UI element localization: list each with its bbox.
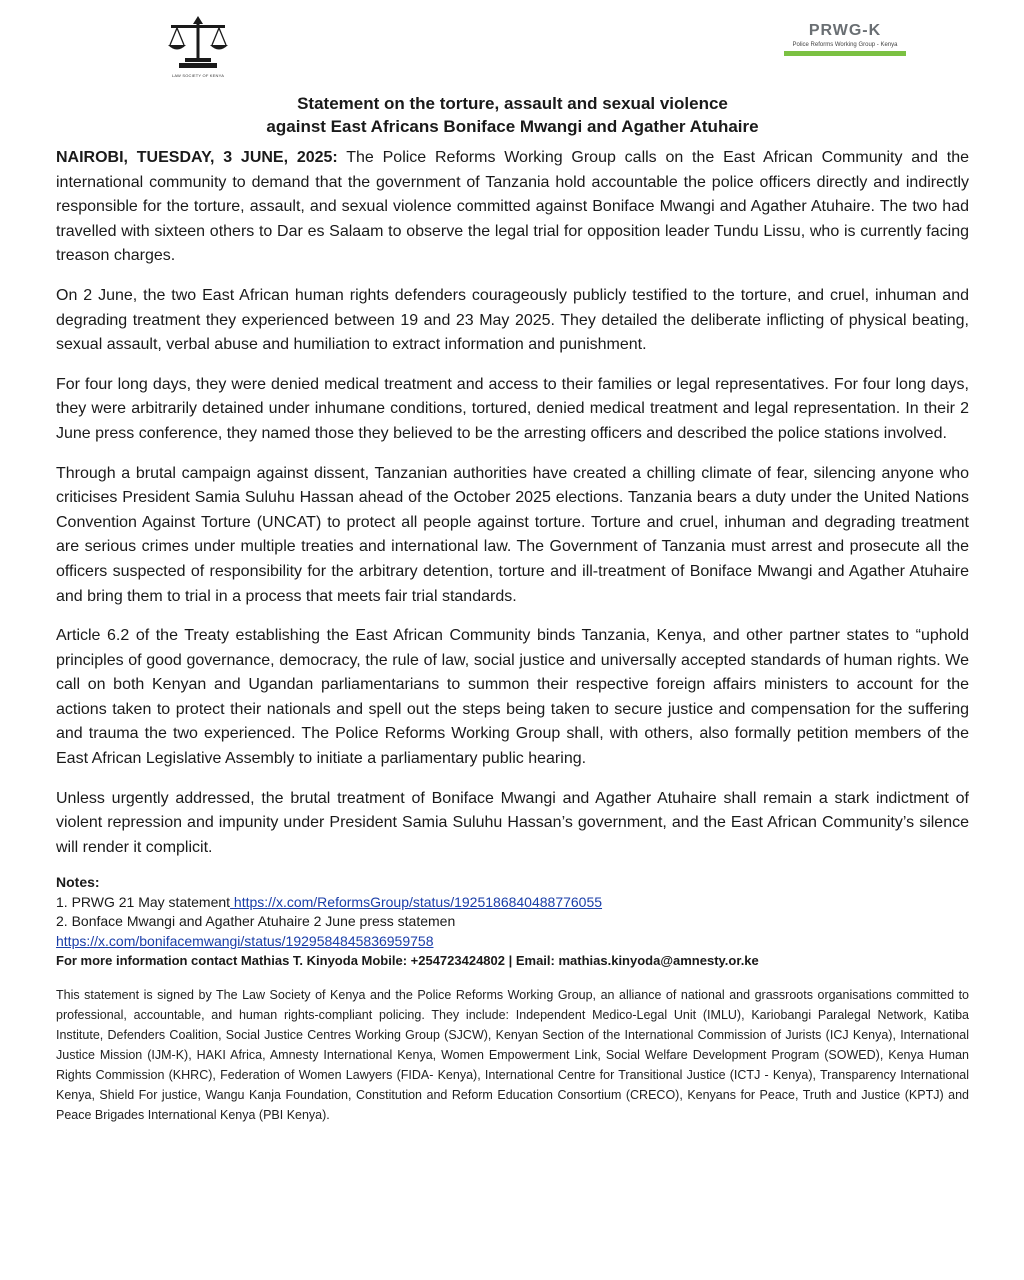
- paragraph-2: On 2 June, the two East African human rights defenders courageously publicly testified to the torture, and cruel, inhuman and degrading treatment they experienced between 19 and 23 May 2025. They detailed the deliberate inflicting of physical beating, sexual assault, verbal abuse and humiliation to extract information and punishment.: [56, 286, 969, 354]
- paragraph-5: Article 6.2 of the Treaty establishing the East African Community binds Tanzania, Kenya, and other partner states to “uphold principles of good governance, democracy, the rule of law, social justice and universally accepted standards of human rights. We call on both Kenyan and Ugandan parliamentarians to summon their respective foreign affairs ministers to account for the actions taken to protect their nationals and spell out the steps being taken to secure justice and compensation for the suffering and trauma the two experienced. The Police Reforms Working Group shall, with others, also formally petition members of the East African Legislative Assembly to initiate a parliamentary public hearing.: [56, 627, 969, 768]
- notes-section: [56, 873, 969, 971]
- dateline: NAIROBI, TUESDAY, 3 JUNE, 2025:: [56, 149, 338, 166]
- title-line-2: against East Africans Boniface Mwangi and Agather Atuhaire: [266, 117, 759, 136]
- prwg-caption: Police Reforms Working Group - Kenya: [792, 42, 898, 48]
- note-2-link[interactable]: https://x.com/bonifacemwangi/status/1929584845836959758: [56, 932, 434, 949]
- notes-heading: Notes:: [56, 874, 100, 891]
- paragraph-6: Unless urgently addressed, the brutal treatment of Boniface Mwangi and Agather Atuhaire shall remain a stark indictment of violent repression and impunity under President Samia Suluhu Hassan’s government, and the East African Community’s silence will render it complicit.: [56, 789, 969, 856]
- signatories-footer: This statement is signed by The Law Society of Kenya and the Police Reforms Working Group, an alliance of national and grassroots organisations committed to professional, accountable, and human rights-compliant policing. They include: Independent Medico-Legal Unit (IMLU), Kariobangi Paralegal Network, Katiba Institute, Defenders Coalition, Social Justice Centres Working Group (SJCW), Kenyan Section of the International Commission of Jurists (ICJ Kenya), International Justice Mission (IJM-K), HAKI Africa, Amnesty International Kenya, Women Empowerment Link, Social Welfare Development Program (SOWED), Kenya Human Rights Commission (KHRC), Federation of Women Lawyers (FIDA- Kenya), International Centre for Transitional Justice (ICTJ - Kenya), Transparency International Kenya, Shield For justice, Wangu Kanja Foundation, Constitution and Reform Education Consortium (CRECO), Kenyans for Peace, Truth and Justice (KPTJ) and Peace Brigades International Kenya (PBI Kenya).: [56, 987, 969, 1122]
- title-line-1: Statement on the torture, assault and sexual violence: [297, 94, 728, 113]
- scales-of-justice-icon: [163, 12, 233, 72]
- law-society-caption: LAW SOCIETY OF KENYA: [171, 73, 225, 78]
- statement-title: [56, 92, 969, 138]
- paragraph-1: [56, 146, 969, 269]
- paragraph-1-text: The Police Reforms Working Group calls on the East African Community and the international community to demand that the government of Tanzania hold accountable the police officers directly and indirectly responsible for the torture, assault, and sexual violence committed against Boniface Mwangi and Agather Atuhaire. The two had travelled with sixteen others to Dar es Salaam to observe the legal trial for opposition leader Tundu Lissu, who is currently facing treason charges.: [56, 149, 970, 265]
- paragraph-3: For four long days, they were denied medical treatment and access to their families or legal representatives. For four long days, they were arbitrarily detained under inhumane conditions, tortured, denied medical treatment and legal representation. In their 2 June press conference, they named those they believed to be the arresting officers and described the police stations involved.: [56, 375, 969, 442]
- note-1-text: 1. PRWG 21 May statement: [56, 893, 231, 910]
- paragraph-4: Through a brutal campaign against dissent, Tanzanian authorities have created a chilling climate of fear, silencing anyone who criticises President Samia Suluhu Hassan ahead of the October 2025 elections. Tanzania bears a duty under the United Nations Convention Against Torture (UNCAT) to protect all people against torture. Torture and cruel, inhuman and degrading treatment are serious crimes under multiple treaties and international law. The Government of Tanzania must arrest and prosecute all the officers suspected of responsibility for the arbitrary detention, torture and ill-treatment of Boniface Mwangi and Agather Atuhaire and bring them to trial in a process that meets fair trial standards.: [56, 464, 969, 605]
- statement-document: [56, 92, 969, 1125]
- prwg-logo: [780, 22, 910, 70]
- note-1: [56, 893, 969, 913]
- contact-line: For more information contact Mathias T. Kinyoda Mobile: +254723424802 | Email: mathias.kinyoda@amnesty.or.ke: [56, 953, 759, 969]
- note-2-text: 2. Bonface Mwangi and Agather Atuhaire 2 June press statemen: [56, 913, 456, 930]
- prwg-mark: PRWG-K: [808, 22, 882, 39]
- prwg-green-bar: [784, 51, 906, 56]
- note-1-link[interactable]: https://x.com/ReformsGroup/status/1925186840488776055: [230, 893, 603, 910]
- law-society-logo: [163, 12, 233, 80]
